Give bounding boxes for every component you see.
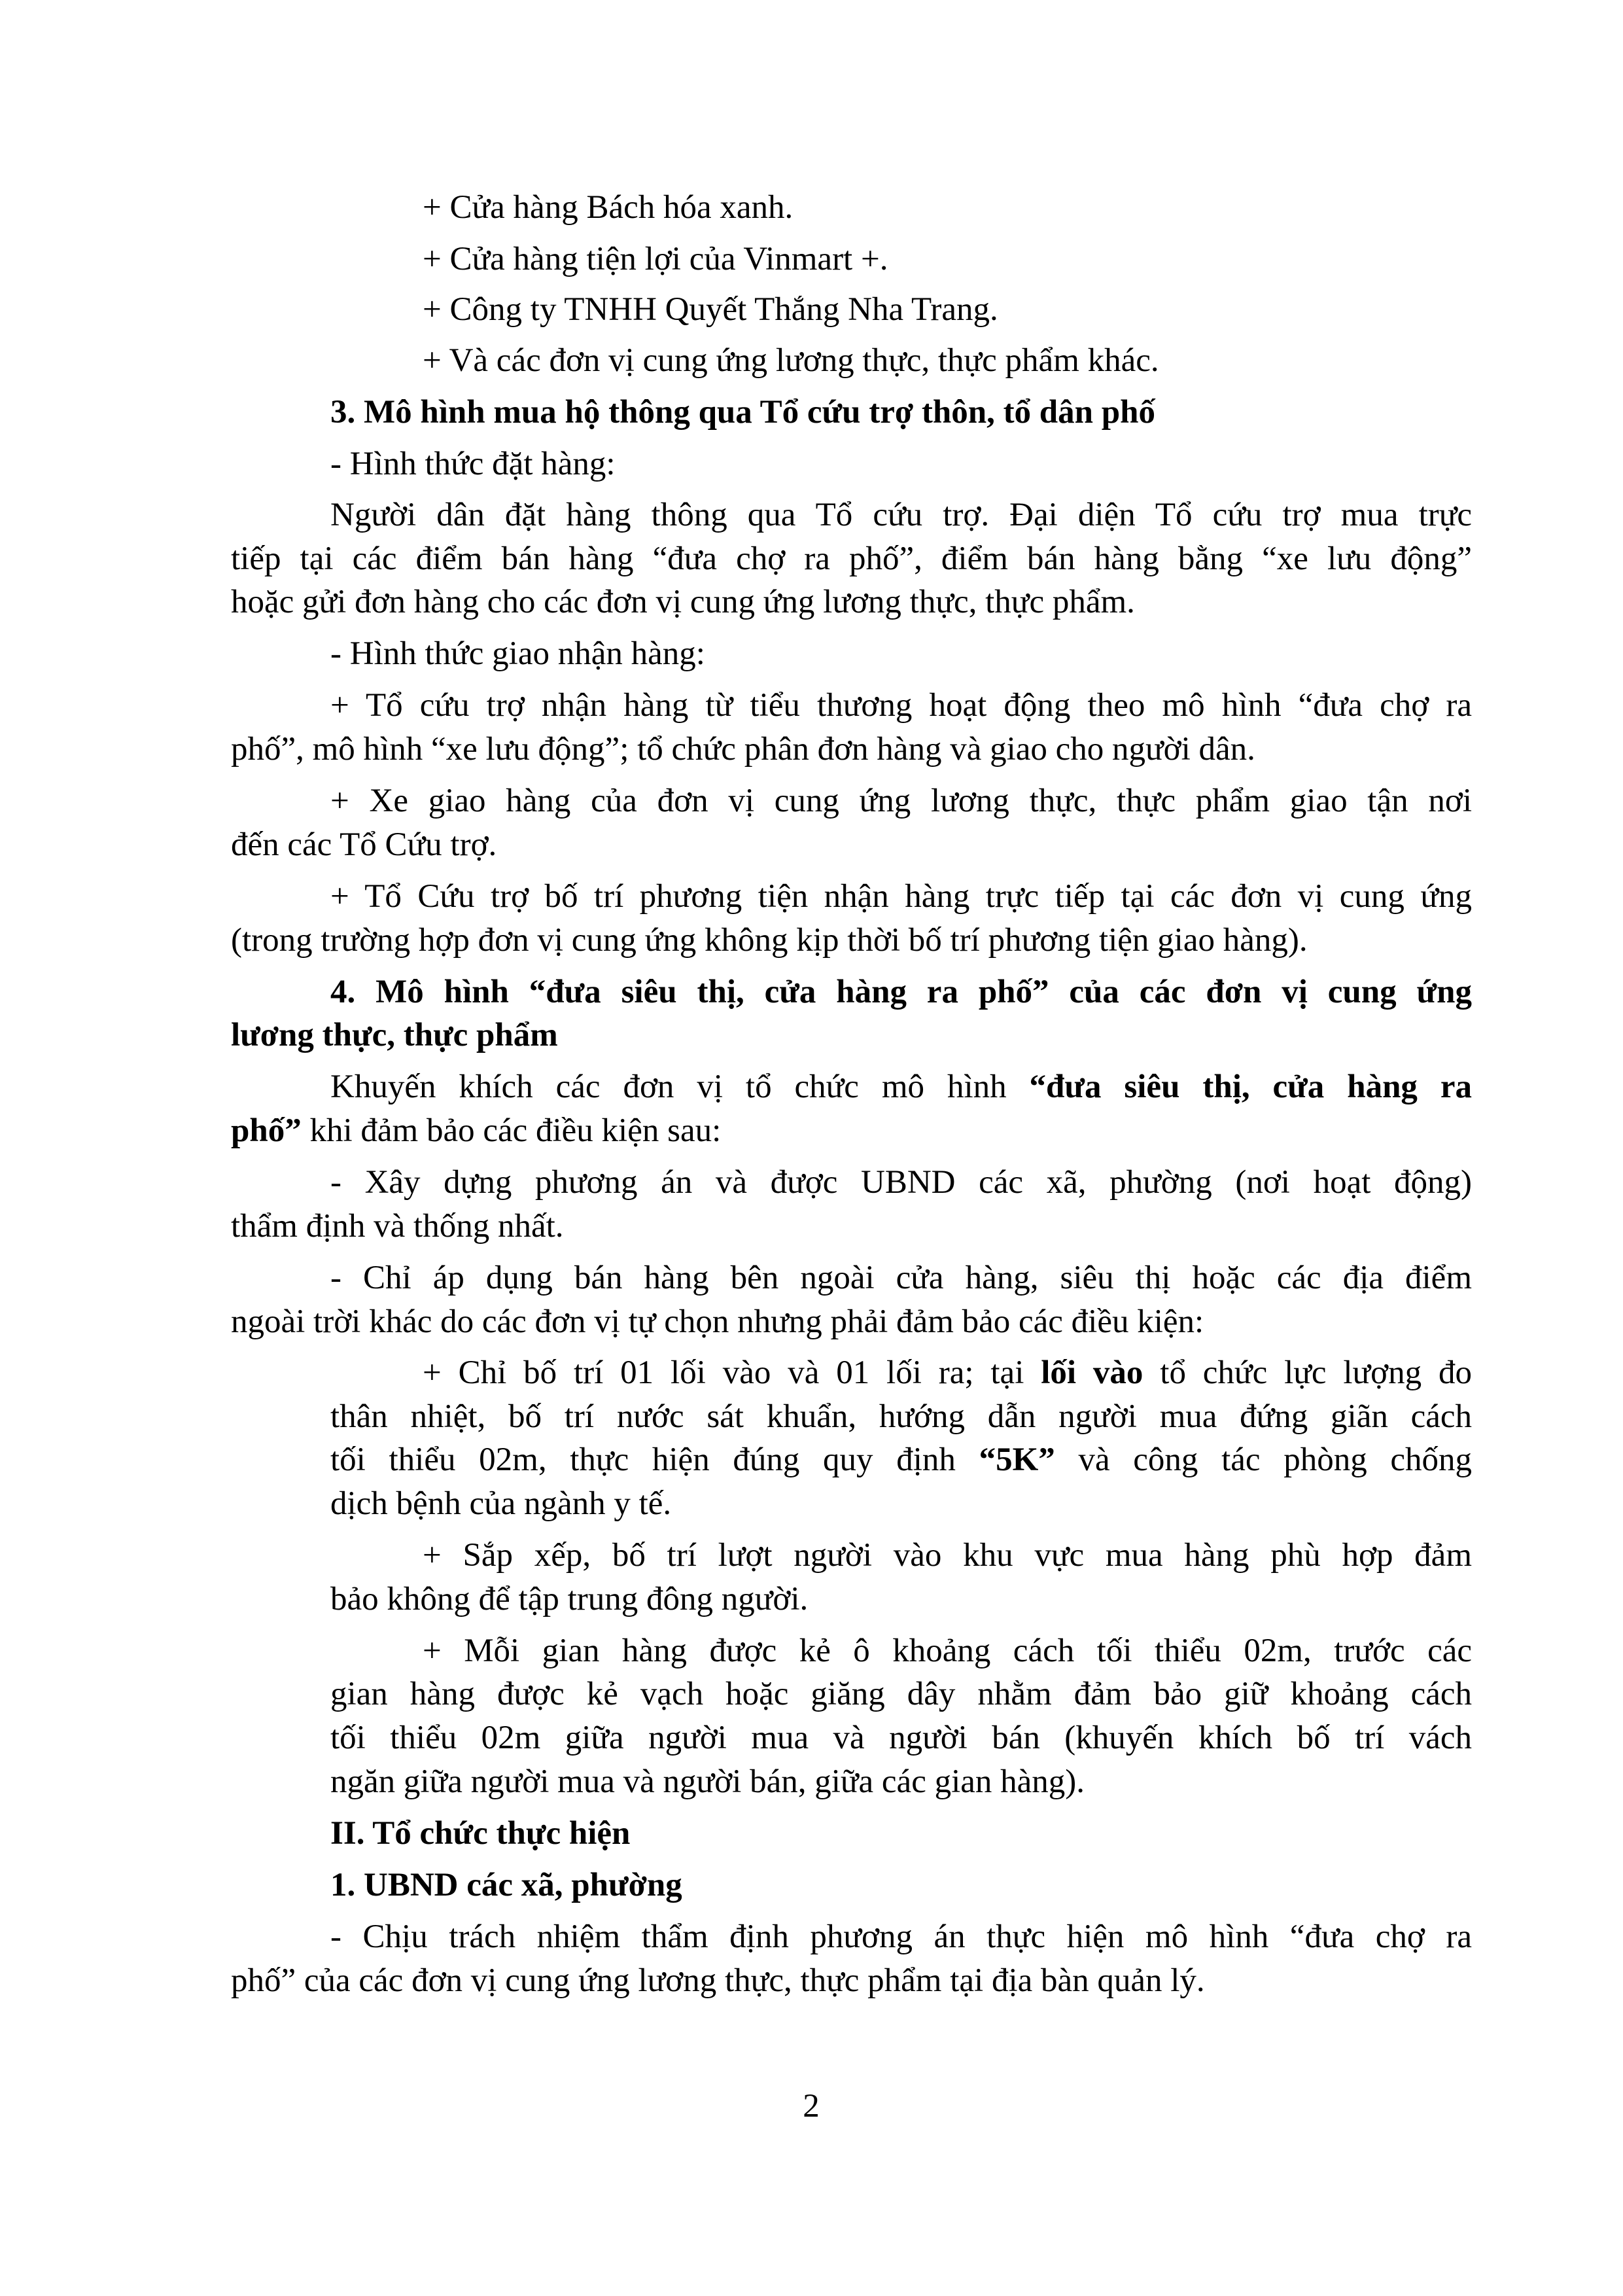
paragraph-line: - Chịu trách nhiệm thẩm định phương án thực hiện mô hình “đưa chợ ra (330, 1918, 1472, 1955)
paragraph-line: + Tổ Cứu trợ bố trí phương tiện nhận hàng trực tiếp tại các đơn vị cung ứng (330, 878, 1472, 915)
text-run: và công tác phòng chống (1055, 1441, 1473, 1478)
paragraph-line: ngoài trời khác do các đơn vị tự chọn nhưng phải đảm bảo các điều kiện: (231, 1303, 1204, 1340)
paragraph-line: Người dân đặt hàng thông qua Tổ cứu trợ. Đại diện Tổ cứu trợ mua trực (330, 497, 1472, 533)
paragraph-line: - Chỉ áp dụng bán hàng bên ngoài cửa hàng, siêu thị hoặc các địa điểm (330, 1260, 1472, 1296)
text-run: tổ chức lực lượng đo (1143, 1354, 1472, 1391)
text-run-bold: “5K” (979, 1441, 1055, 1478)
paragraph-line: + Sắp xếp, bố trí lượt người vào khu vực mua hàng phù hợp đảm (423, 1537, 1472, 1574)
text-run-bold: phố” (231, 1112, 302, 1149)
paragraph-line: đến các Tổ Cứu trợ. (231, 826, 497, 863)
paragraph-line: ngăn giữa người mua và người bán, giữa các gian hàng). (330, 1763, 1085, 1800)
paragraph-line: phố”, mô hình “xe lưu động”; tổ chức phân đơn hàng và giao cho người dân. (231, 731, 1255, 768)
list-item: + Cửa hàng Bách hóa xanh. (423, 189, 794, 226)
paragraph-line: hoặc gửi đơn hàng cho các đơn vị cung ứng lương thực, thực phẩm. (231, 584, 1135, 620)
text-run-bold: lối vào (1041, 1354, 1143, 1391)
paragraph-line: phố” của các đơn vị cung ứng lương thực, thực phẩm tại địa bàn quản lý. (231, 1962, 1205, 1999)
paragraph-line: tiếp tại các điểm bán hàng “đưa chợ ra phố”, điểm bán hàng bằng “xe lưu động” (231, 540, 1472, 577)
paragraph-line: + Xe giao hàng của đơn vị cung ứng lương thực, thực phẩm giao tận nơi (330, 783, 1472, 819)
paragraph-line (330, 1070, 1472, 1104)
paragraph-line (423, 1356, 1472, 1390)
list-item: + Công ty TNHH Quyết Thắng Nha Trang. (423, 291, 998, 328)
section-heading: 1. UBND các xã, phường (330, 1867, 682, 1903)
text-run: khi đảm bảo các điều kiện sau: (301, 1112, 722, 1149)
paragraph-line: bảo không để tập trung đông người. (330, 1581, 809, 1617)
paragraph-line: thân nhiệt, bố trí nước sát khuẩn, hướng dẫn người mua đứng giãn cách (330, 1398, 1472, 1435)
text-run: tối thiểu 02m, thực hiện đúng quy định (330, 1441, 979, 1478)
section-heading: 4. Mô hình “đưa siêu thị, cửa hàng ra phố” của các đơn vị cung ứng (330, 974, 1472, 1010)
paragraph-line (330, 1443, 1472, 1477)
paragraph-line: - Hình thức đặt hàng: (330, 446, 616, 482)
paragraph-line (231, 1114, 721, 1148)
paragraph-line: tối thiểu 02m giữa người mua và người bán (khuyến khích bố trí vách (330, 1720, 1472, 1756)
paragraph-line: thẩm định và thống nhất. (231, 1208, 564, 1245)
section-heading: II. Tổ chức thực hiện (330, 1815, 631, 1852)
section-heading: 3. Mô hình mua hộ thông qua Tổ cứu trợ thôn, tổ dân phố (330, 394, 1156, 431)
paragraph-line: + Mỗi gian hàng được kẻ ô khoảng cách tối thiểu 02m, trước các (423, 1633, 1472, 1669)
section-heading: lương thực, thực phẩm (231, 1017, 558, 1053)
list-item: + Và các đơn vị cung ứng lương thực, thực phẩm khác. (423, 342, 1159, 379)
paragraph-line: + Tổ cứu trợ nhận hàng từ tiểu thương hoạt động theo mô hình “đưa chợ ra (330, 687, 1472, 724)
list-item: + Cửa hàng tiện lợi của Vinmart +. (423, 241, 888, 277)
paragraph-line: gian hàng được kẻ vạch hoặc giăng dây nhằm đảm bảo giữ khoảng cách (330, 1676, 1472, 1712)
paragraph-line: - Hình thức giao nhận hàng: (330, 635, 705, 672)
paragraph-line: dịch bệnh của ngành y tế. (330, 1485, 672, 1522)
paragraph-line: (trong trường hợp đơn vị cung ứng không kịp thời bố trí phương tiện giao hàng). (231, 922, 1308, 959)
page-number: 2 (803, 2088, 820, 2125)
paragraph-line: - Xây dựng phương án và được UBND các xã, phường (nơi hoạt động) (330, 1164, 1472, 1201)
text-run: Khuyến khích các đơn vị tổ chức mô hình (330, 1069, 1030, 1105)
text-run-bold: “đưa siêu thị, cửa hàng ra (1029, 1069, 1472, 1105)
text-run: + Chỉ bố trí 01 lối vào và 01 lối ra; tại (423, 1354, 1041, 1391)
